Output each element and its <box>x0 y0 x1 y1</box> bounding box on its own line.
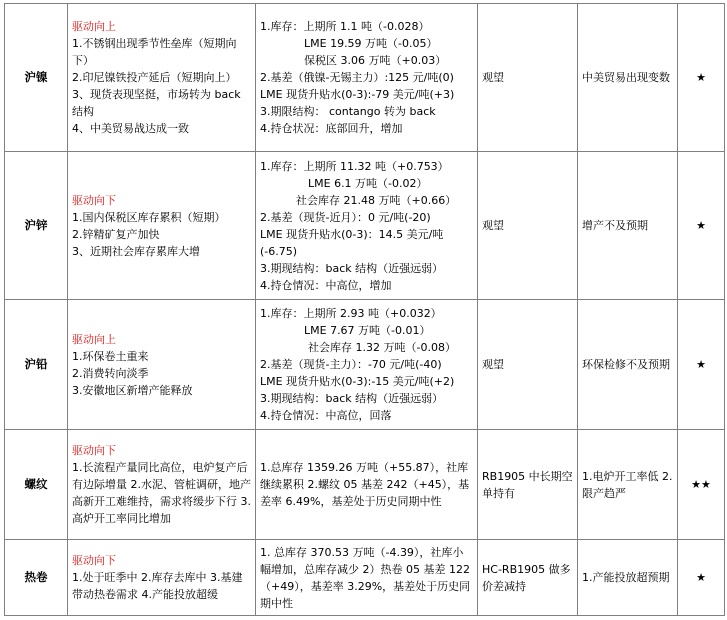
risk-cell: 中美贸易出现变数 <box>578 4 678 152</box>
factor-text: 1.总库存 1359.26 万吨（+55.87），社库继续累积 2.螺纹 05 基差 242（+45），基差率 6.49%，基差处于历史同期中性 <box>260 461 470 508</box>
factor-cell <box>256 300 478 430</box>
factor-line: LME 现货升贴水(0-3):-15 美元/吨(+2) <box>260 375 455 388</box>
drive-cell <box>68 540 256 616</box>
drive-title: 驱动向上 <box>72 20 116 33</box>
drive-cell <box>68 152 256 300</box>
drive-title: 驱动向下 <box>72 193 116 207</box>
factor-line: 社会库存 1.32 万吨（-0.08） <box>308 341 456 354</box>
commodity-name: 沪镍 <box>5 4 68 152</box>
table-row <box>5 430 725 540</box>
drive-line: 1.环保卷土重来 <box>72 349 149 363</box>
drive-text: 1.处于旺季中 2.库存去库中 3.基建带动热卷需求 4.产能投放超缓 <box>72 571 243 601</box>
table-row <box>5 300 725 430</box>
factor-line: 2.基差（现货-近月）：0 元/吨(-20) <box>260 210 431 224</box>
risk-cell: 1.电炉开工率低 2.限产趋严 <box>578 430 678 540</box>
table-row <box>5 152 725 300</box>
view-cell: 观望 <box>478 4 578 152</box>
factor-cell <box>256 4 478 152</box>
factor-line: 社会库存 21.48 万吨（+0.66） <box>296 193 457 207</box>
drive-line: 2.印尼镍铁投产延后（短期向上） <box>72 71 237 84</box>
factor-line: LME 现货升贴水(0-3):-79 美元/吨(+3) <box>260 88 455 101</box>
drive-text: 1.长流程产量同比高位，电炉复产后有边际增量 2.水泥、管桩调研，地产高新开工难维持，需求将缓步下行 3.高炉开工率同比增加 <box>72 461 251 525</box>
factor-cell <box>256 152 478 300</box>
table-row <box>5 4 725 152</box>
factor-line: LME 6.1 万吨（-0.02） <box>308 176 428 190</box>
drive-line: 3.安徽地区新增产能释放 <box>72 383 193 397</box>
drive-title: 驱动向下 <box>72 554 116 567</box>
factor-line: 2.基差（俄镍-无锡主力）:125 元/吨(0) <box>260 71 454 84</box>
factor-line: 3.期现结构：back 结构（近强远弱） <box>260 392 444 405</box>
drive-line: 3、现货表现坚挺，市场转为 back 结构 <box>72 88 241 118</box>
rating-stars: ★ <box>678 152 725 300</box>
factor-line: 保税区 3.06 万吨（+0.03） <box>304 54 447 67</box>
factor-line: 4.持仓情况：中高位，增加 <box>260 278 392 292</box>
drive-line: 2.消费转向淡季 <box>72 366 149 380</box>
factor-cell <box>256 540 478 616</box>
drive-title: 驱动向下 <box>72 444 116 457</box>
commodity-table <box>4 3 725 616</box>
factor-cell <box>256 430 478 540</box>
commodity-name: 热卷 <box>5 540 68 616</box>
rating-stars: ★ <box>678 4 725 152</box>
view-cell: RB1905 中长期空单持有 <box>478 430 578 540</box>
view-cell: HC-RB1905 做多价差减持 <box>478 540 578 616</box>
drive-line: 1.不锈钢出现季节性垒库（短期向下） <box>72 37 237 67</box>
factor-text: 1. 总库存 370.53 万吨（-4.39），社库小幅增加，总库存减少 2）热卷 05 基差 122（+49），基差率 3.29%，基差处于历史同期中性 <box>260 545 471 610</box>
factor-line: LME 7.67 万吨（-0.01） <box>304 324 431 337</box>
drive-line: 3、近期社会库存累库大增 <box>72 244 200 258</box>
factor-line: 2.基差（现货-主力）：-70 元/吨(-40) <box>260 358 442 371</box>
risk-cell: 1.产能投放超预期 <box>578 540 678 616</box>
drive-cell <box>68 300 256 430</box>
drive-line: 1.国内保税区库存累积（短期） <box>72 210 226 224</box>
risk-cell: 增产不及预期 <box>578 152 678 300</box>
factor-line: LME 19.59 万吨（-0.05） <box>304 37 438 50</box>
rating-stars: ★ <box>678 300 725 430</box>
drive-cell <box>68 4 256 152</box>
drive-line: 2.锌精矿复产加快 <box>72 227 160 241</box>
commodity-name: 沪铅 <box>5 300 68 430</box>
commodity-name: 螺纹 <box>5 430 68 540</box>
rating-stars: ★ <box>678 540 725 616</box>
rating-stars: ★★ <box>678 430 725 540</box>
factor-line: 1.库存：上期所 1.1 吨（-0.028） <box>260 20 430 33</box>
factor-line: 3.期限结构： contango 转为 back <box>260 105 436 118</box>
factor-line: 1.库存：上期所 2.93 吨（+0.032） <box>260 307 442 320</box>
drive-line: 4、中美贸易战达成一致 <box>72 122 189 135</box>
factor-line: 1.库存：上期所 11.32 吨（+0.753） <box>260 159 449 173</box>
drive-title: 驱动向上 <box>72 332 116 346</box>
factor-line: 3.期现结构：back 结构（近强远弱） <box>260 261 444 275</box>
view-cell: 观望 <box>478 152 578 300</box>
table-row <box>5 540 725 616</box>
drive-cell <box>68 430 256 540</box>
commodity-name: 沪锌 <box>5 152 68 300</box>
factor-line: 4.持仓状况：底部回升，增加 <box>260 122 403 135</box>
factor-line: LME 现货升贴水(0-3)：14.5 美元/吨(-6.75) <box>260 227 444 258</box>
factor-line: 4.持仓情况：中高位，回落 <box>260 409 392 422</box>
view-cell: 观望 <box>478 300 578 430</box>
risk-cell: 环保检修不及预期 <box>578 300 678 430</box>
